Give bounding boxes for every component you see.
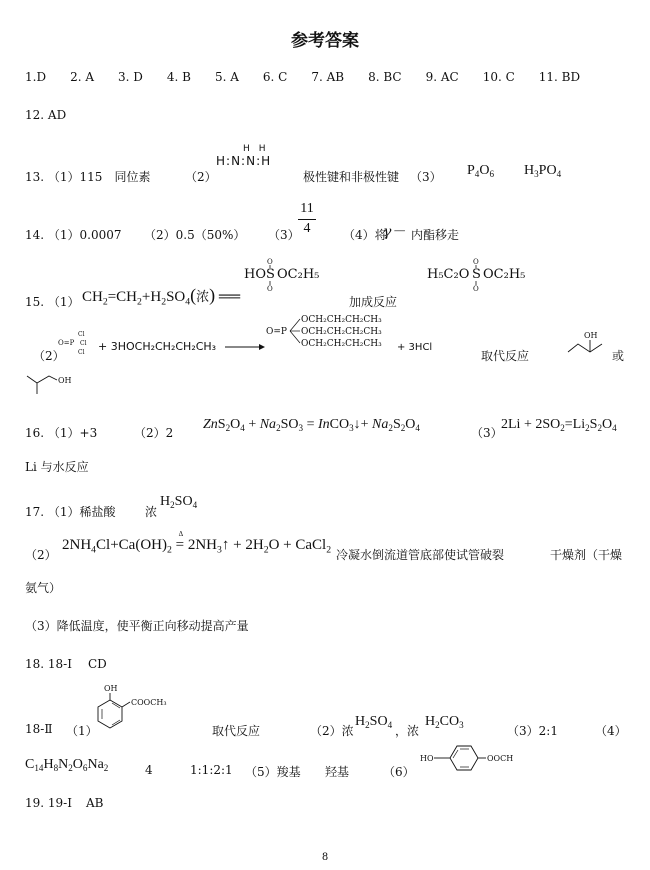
q15-reaction-arrow — [225, 343, 265, 351]
prod1-ho: HO — [244, 267, 266, 282]
q15-tributyl-phosphate-structure — [266, 311, 396, 353]
prod2-o-top: O — [473, 258, 479, 266]
q16-line-2: Li 与水反应 — [25, 460, 89, 474]
q18-i-label: 18. 18-Ⅰ — [25, 657, 72, 671]
tbp-chain-1: OCH₂CH₂CH₂CH₃ — [301, 315, 382, 325]
q18-ii-part3: （3）2:1 — [507, 724, 558, 738]
q16-part3-label: （3） — [471, 426, 503, 440]
salicylate-cooch3: COOCH₃ — [131, 698, 167, 707]
q18-i-answer: CD — [88, 657, 107, 671]
q15-reaction-type-2: 取代反应 — [481, 349, 530, 363]
tbp-chain-2: OCH₂CH₂CH₂CH₃ — [301, 327, 382, 337]
q18-ii-four: 4 — [145, 763, 153, 777]
q15-isobutanol-skeletal — [25, 366, 80, 396]
q19-label: 19. 19-Ⅰ — [25, 796, 72, 810]
q18-ii-part6-label: （6） — [383, 765, 415, 779]
q15-2-butanol-skeletal — [566, 328, 611, 358]
page-title: 参考答案 — [291, 31, 359, 51]
q18-ii-part2-label: （2）浓 — [310, 724, 354, 738]
pocl3-op: O=P — [58, 339, 75, 347]
q15-pocl3-structure — [58, 329, 98, 359]
prod1-s: S — [266, 267, 275, 282]
q15-product-diethyl-sulfate — [427, 258, 557, 308]
q13-part1: 13. （1）115 同位素 — [25, 170, 151, 184]
q14-part4-tail: 内酯移走 — [411, 228, 460, 242]
q18-ii-formula: $C_{14}H_8N_2O_6Na_2$ — [25, 757, 109, 774]
q18-ii-phenol-formate-structure — [420, 742, 530, 776]
phenol-ooch: OOCH — [487, 754, 514, 763]
q13-formula-h3po4: $H_3PO_4$ — [524, 163, 562, 180]
q17-h2so4: $H_2SO_4$ — [160, 494, 198, 511]
q17-note-1: 冷凝水倒流道管底部使试管破裂 — [336, 548, 505, 562]
q18-ii-h2co3: $H_2CO_3$ — [425, 714, 464, 731]
q15-reaction-type-1: 加成反应 — [349, 295, 398, 309]
q18-ii-comma: ，浓 — [395, 724, 420, 738]
prod2-h5c2o: H₅C₂O — [427, 267, 470, 282]
q15-reaction-equation: $CH_2=CH_2+H_2SO_4$(浓) ══ — [82, 285, 241, 308]
q13-lewis-structure: H:N:N:H — [216, 154, 272, 168]
mc-answers-line-2: 12. AD — [25, 108, 67, 122]
q18-ii-ratio: 1:1:2:1 — [190, 763, 233, 777]
q16-part2: （2）2 — [134, 426, 174, 440]
q17-part1: 17. （1）稀盐酸 — [25, 505, 116, 519]
q14-fraction-numerator: 11 — [300, 201, 314, 216]
page-number: 8 — [321, 852, 329, 863]
q15-product-ethyl-hydrogen-sulfate — [244, 258, 344, 308]
salicylate-oh: OH — [104, 684, 118, 693]
q13-bond-type: 极性键和非极性键 — [303, 170, 400, 184]
q19-answer: AB — [86, 796, 104, 810]
q16-equation-3: $2Li + 2SO_2=Li_2S_2O_4$ — [501, 417, 617, 434]
q14-fraction-bar — [298, 219, 316, 220]
isobutanol-oh: OH — [58, 376, 72, 385]
prod1-o-bottom: O — [267, 285, 273, 293]
q18-methyl-salicylate-structure — [92, 680, 202, 735]
q13-lewis-top-h: H H — [243, 144, 266, 154]
prod2-oc2h5: OC₂H₅ — [483, 267, 526, 282]
q18-ii-hydroxyl: 羟基 — [325, 765, 350, 779]
q14-gamma: γ－ — [383, 224, 406, 240]
q18-ii-part5: （5）羧基 — [245, 765, 301, 779]
prod2-o-bottom: O — [473, 285, 479, 293]
q14-part2: （2）0.5（50%） — [144, 228, 246, 242]
q15-part1-label: 15. （1） — [25, 295, 80, 309]
pocl3-cl-3: Cl — [78, 349, 85, 356]
q17-part3: （3）降低温度，使平衡正向移动提高产量 — [25, 619, 249, 633]
q17-equation: $2NH_4Cl+Ca(OH)_2$ = Δ $2NH_3↑ + 2H_2O$ + CaCl$_2$ — [62, 530, 332, 556]
pocl3-cl-2: Cl — [80, 340, 87, 347]
q15-or: 或 — [612, 349, 625, 363]
q16-part1: 16. （1）+3 — [25, 426, 98, 440]
q14-fraction-denominator: 4 — [303, 221, 311, 236]
q15-reagent-butanol: + 3HOCH₂CH₂CH₂CH₃ — [98, 340, 217, 353]
q18-ii-part1-label: （1） — [66, 724, 98, 738]
pocl3-cl-1: Cl — [78, 331, 85, 338]
q18-ii-label: 18-Ⅱ — [25, 722, 53, 736]
q18-ii-reaction-type: 取代反应 — [212, 724, 261, 738]
q18-ii-h2so4: $H_2SO_4$ — [355, 714, 393, 731]
tbp-op: O=P — [266, 327, 287, 337]
q13-formula-p4o6: $P_4O_6$ — [467, 163, 495, 180]
prod1-oc2h5: OC₂H₅ — [277, 267, 320, 282]
q18-ii-part4-label: （4） — [595, 724, 627, 738]
q17-part2-label: （2） — [25, 548, 57, 562]
q14-part4-label: （4）将 — [343, 228, 387, 242]
q17-conc: 浓 — [145, 505, 158, 519]
prod2-s: S — [472, 267, 481, 282]
q13-part3-label: （3） — [410, 170, 442, 184]
q14-part3-label: （3） — [268, 228, 300, 242]
q15-hcl: + 3HCl — [397, 342, 433, 353]
q14-part1: 14. （1）0.0007 — [25, 228, 122, 242]
butanol-oh: OH — [584, 331, 598, 340]
q16-equation: $ZnS_2O_4 + Na_2SO_3$ = InCO$_3$↓+ $Na_2S_2O_4$ — [203, 417, 420, 434]
q15-part2-label: （2） — [33, 349, 65, 363]
q17-line-2: 氨气） — [25, 581, 62, 595]
prod1-o-top: O — [267, 258, 273, 266]
mc-answers-line-1: 1.D 2. A 3. D 4. B 5. A 6. C 7. AB 8. BC 9. AC 10. C 11. BD — [25, 70, 581, 84]
tbp-chain-3: OCH₂CH₂CH₂CH₃ — [301, 339, 382, 349]
q13-part2-label: （2） — [185, 170, 217, 184]
phenol-ho: HO — [420, 754, 434, 763]
q17-note-2: 干燥剂（干燥 — [550, 548, 623, 562]
